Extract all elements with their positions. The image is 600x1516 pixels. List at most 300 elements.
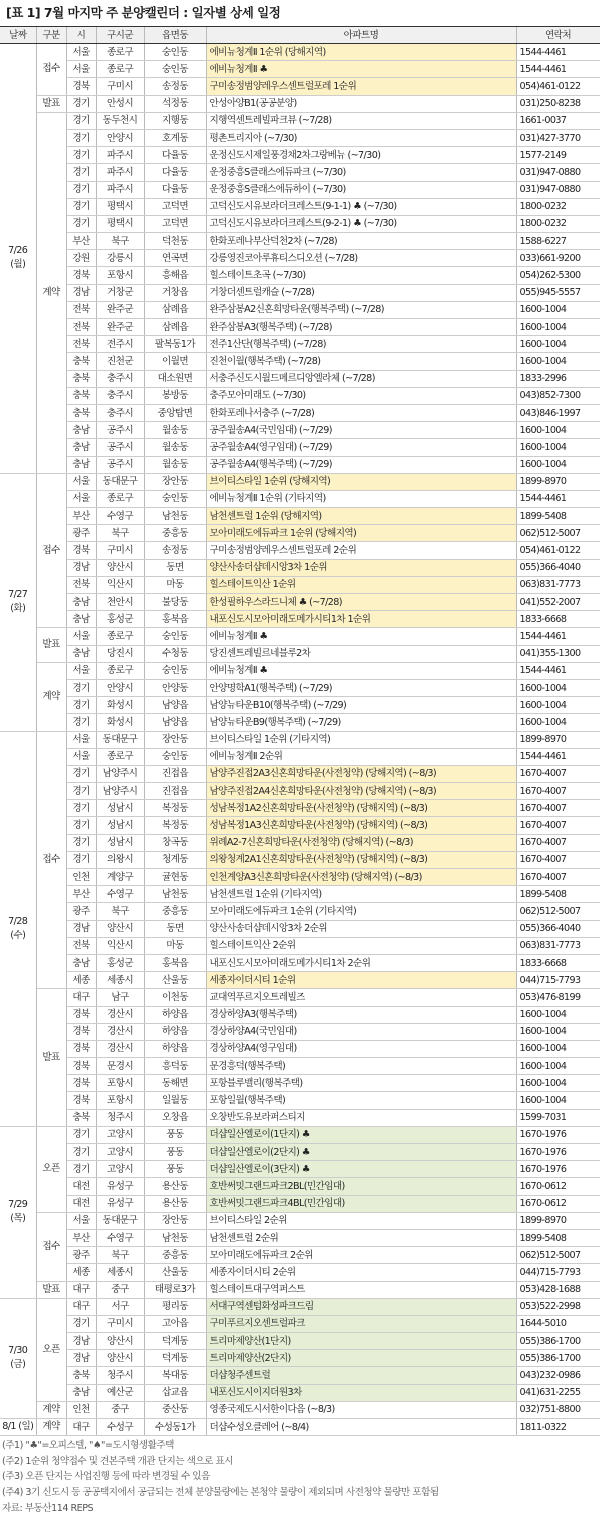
apartment-name: 구미송정범양레우스센트럴포레 1순위	[206, 78, 516, 95]
town-cell: 풍동	[144, 1161, 206, 1178]
table-row	[0, 1401, 600, 1418]
town-cell: 중산동	[144, 1401, 206, 1418]
contact-phone: 1670-4007	[516, 834, 600, 851]
town-cell: 숭인동	[144, 662, 206, 679]
city-cell: 충남	[66, 456, 96, 473]
apartment-name: 한화포레나서충주 (~7/28)	[206, 404, 516, 421]
apartment-name: 공주월송A4(행복주택) (~7/29)	[206, 456, 516, 473]
city-cell: 서울	[66, 490, 96, 507]
table-row	[0, 628, 600, 645]
table-row	[0, 112, 600, 129]
city-cell: 전북	[66, 576, 96, 593]
apartment-name: 남천센트럴 1순위 (기타지역)	[206, 886, 516, 903]
table-row	[0, 1075, 600, 1092]
contact-phone: 054)262-5300	[516, 267, 600, 284]
town-cell: 이월면	[144, 353, 206, 370]
town-cell: 홍북읍	[144, 611, 206, 628]
city-cell: 충남	[66, 594, 96, 611]
contact-phone: 063)831-7773	[516, 576, 600, 593]
apartment-name: 완주삼봉A2신혼희망타운(행복주택) (~7/28)	[206, 301, 516, 318]
district-cell: 공주시	[96, 439, 144, 456]
contact-phone: 1800-0232	[516, 198, 600, 215]
district-cell: 홍성군	[96, 611, 144, 628]
apartment-name: 내포신도시이지더원3차	[206, 1384, 516, 1401]
apartment-name: 더샵청주센트럴	[206, 1367, 516, 1384]
date-cell: 8/1 (일)	[0, 1419, 36, 1436]
town-cell: 동면	[144, 920, 206, 937]
district-cell: 양산시	[96, 1350, 144, 1367]
apartment-name: 평촌트리지아 (~7/30)	[206, 129, 516, 146]
contact-phone: 1670-0612	[516, 1178, 600, 1195]
table-row	[0, 679, 600, 696]
table-row	[0, 817, 600, 834]
town-cell: 일월동	[144, 1092, 206, 1109]
district-cell: 북구	[96, 903, 144, 920]
town-cell: 진접읍	[144, 765, 206, 782]
footnote: (주3) 오픈 단지는 사업진행 등에 따라 변경될 수 있음	[2, 1471, 210, 1483]
table-row	[0, 301, 600, 318]
apartment-name: 성남복정1A2신혼희망타운(사전청약) (당해지역) (~8/3)	[206, 800, 516, 817]
contact-phone: 062)512-5007	[516, 903, 600, 920]
town-cell: 동해면	[144, 1075, 206, 1092]
district-cell: 포항시	[96, 267, 144, 284]
city-cell: 경남	[66, 284, 96, 301]
district-cell: 안양시	[96, 129, 144, 146]
district-cell: 포항시	[96, 1092, 144, 1109]
city-cell: 전북	[66, 319, 96, 336]
contact-phone: 044)715-7793	[516, 972, 600, 989]
contact-phone: 033)661-9200	[516, 250, 600, 267]
apartment-name: 문경흥덕(행복주택)	[206, 1058, 516, 1075]
table-row	[0, 1264, 600, 1281]
district-cell: 전주시	[96, 336, 144, 353]
city-cell: 부산	[66, 886, 96, 903]
district-cell: 포항시	[96, 1075, 144, 1092]
category-cell: 계약	[36, 662, 66, 731]
district-cell: 중구	[96, 1401, 144, 1418]
table-row	[0, 319, 600, 336]
city-cell: 서울	[66, 731, 96, 748]
table-row	[0, 1040, 600, 1057]
district-cell: 청주시	[96, 1367, 144, 1384]
apartment-name: 남양뉴타운B10(행복주택) (~7/29)	[206, 697, 516, 714]
table-row	[0, 1092, 600, 1109]
apartment-name: 구미푸르지오센트럴파크	[206, 1315, 516, 1332]
apartment-name: 구미송정범양레우스센트럴포레 2순위	[206, 542, 516, 559]
apartment-name: 당진센트레빌르네블루2차	[206, 645, 516, 662]
category-cell: 발표	[36, 628, 66, 662]
table-row	[0, 164, 600, 181]
town-cell: 창곡동	[144, 834, 206, 851]
apartment-name: 운정중흥S클래스에듀하이 (~7/30)	[206, 181, 516, 198]
table-row	[0, 886, 600, 903]
category-cell: 접수	[36, 1212, 66, 1281]
contact-phone: 1800-0232	[516, 215, 600, 232]
apartment-name: 남천센트럴 1순위 (당해지역)	[206, 508, 516, 525]
district-cell: 공주시	[96, 456, 144, 473]
footnote: (주4) 3기 신도시 등 공공택지에서 공급되는 전체 분양물량에는 본청약 물량이 제외되며 사전청약 물량만 포함됨	[2, 1486, 439, 1498]
apartment-name: 운정중흥S클래스에듀파크 (~7/30)	[206, 164, 516, 181]
table-row	[0, 1315, 600, 1332]
date-cell: 7/27 (화)	[0, 473, 36, 731]
contact-phone: 1670-4007	[516, 817, 600, 834]
district-cell: 공주시	[96, 422, 144, 439]
table-row	[0, 61, 600, 78]
table-row	[0, 559, 600, 576]
district-cell: 고양시	[96, 1126, 144, 1143]
apartment-name: 의왕청계2A1신혼희망타운(사전청약) (당해지역) (~8/3)	[206, 851, 516, 868]
apartment-name: 경상하양A4(영구임대)	[206, 1040, 516, 1057]
table-row	[0, 78, 600, 95]
table-row	[0, 525, 600, 542]
contact-phone: 1600-1004	[516, 1040, 600, 1057]
table-row	[0, 972, 600, 989]
district-cell: 평택시	[96, 198, 144, 215]
city-cell: 대구	[66, 1298, 96, 1315]
table-row	[0, 490, 600, 507]
town-cell: 거창읍	[144, 284, 206, 301]
table-row	[0, 422, 600, 439]
contact-phone: 1670-1976	[516, 1144, 600, 1161]
table-row	[0, 508, 600, 525]
table-row	[0, 714, 600, 731]
town-cell: 태평로3가	[144, 1281, 206, 1298]
apartment-name: 세종자이더시티 2순위	[206, 1264, 516, 1281]
town-cell: 대소원면	[144, 370, 206, 387]
apartment-name: 모아미래도에듀파크 1순위 (당해지역)	[206, 525, 516, 542]
contact-phone: 1599-7031	[516, 1109, 600, 1126]
header-city: 시	[66, 27, 96, 44]
town-cell: 이천동	[144, 989, 206, 1006]
table-row	[0, 1161, 600, 1178]
district-cell: 고양시	[96, 1144, 144, 1161]
town-cell: 덕계동	[144, 1333, 206, 1350]
town-cell: 남천동	[144, 886, 206, 903]
city-cell: 전북	[66, 336, 96, 353]
contact-phone: 1600-1004	[516, 422, 600, 439]
town-cell: 중앙탑면	[144, 404, 206, 421]
date-cell: 7/29 (목)	[0, 1126, 36, 1298]
contact-phone: 1544-4461	[516, 628, 600, 645]
apartment-name: 지행역센트레빌파크뷰 (~7/28)	[206, 112, 516, 129]
district-cell: 완주군	[96, 319, 144, 336]
contact-phone: 031)947-0880	[516, 181, 600, 198]
town-cell: 고덕면	[144, 215, 206, 232]
town-cell: 진접읍	[144, 783, 206, 800]
table-row	[0, 765, 600, 782]
category-cell: 계약	[36, 1401, 66, 1418]
city-cell: 경북	[66, 78, 96, 95]
city-cell: 경남	[66, 1333, 96, 1350]
apartment-name: 더샵수성오클레어 (~8/4)	[206, 1419, 516, 1436]
city-cell: 충남	[66, 645, 96, 662]
contact-phone: 041)355-1300	[516, 645, 600, 662]
city-cell: 경북	[66, 1092, 96, 1109]
city-cell: 경기	[66, 765, 96, 782]
header-apartment: 아파트명	[206, 27, 516, 44]
category-cell: 발표	[36, 1281, 66, 1298]
apartment-name: 양산사송더샵데시앙3차 1순위	[206, 559, 516, 576]
apartment-name: 공주월송A4(영구임대) (~7/29)	[206, 439, 516, 456]
district-cell: 남양주시	[96, 765, 144, 782]
district-cell: 완주군	[96, 301, 144, 318]
schedule-body	[0, 44, 600, 1436]
table-row	[0, 869, 600, 886]
contact-phone: 044)715-7793	[516, 1264, 600, 1281]
town-cell: 덕천동	[144, 233, 206, 250]
contact-phone: 1899-8970	[516, 473, 600, 490]
contact-phone: 1544-4461	[516, 748, 600, 765]
footnote: (주1) "♣"=오피스텔, "♠"=도시형생활주택	[2, 1440, 174, 1452]
city-cell: 경기	[66, 697, 96, 714]
contact-phone: 055)945-5557	[516, 284, 600, 301]
category-cell: 오픈	[36, 1126, 66, 1212]
category-cell: 계약	[36, 1419, 66, 1436]
district-cell: 북구	[96, 233, 144, 250]
contact-phone: 1577-2149	[516, 147, 600, 164]
contact-phone: 1544-4461	[516, 662, 600, 679]
contact-phone: 1544-4461	[516, 44, 600, 61]
city-cell: 충북	[66, 370, 96, 387]
contact-phone: 1670-1976	[516, 1161, 600, 1178]
table-row	[0, 387, 600, 404]
city-cell: 경북	[66, 1040, 96, 1057]
contact-phone: 055)386-1700	[516, 1350, 600, 1367]
district-cell: 진천군	[96, 353, 144, 370]
contact-phone: 041)552-2007	[516, 594, 600, 611]
table-row	[0, 748, 600, 765]
contact-phone: 043)852-7300	[516, 387, 600, 404]
apartment-name: 고덕신도시유보라더크레스트(9-2-1) ♣ (~7/30)	[206, 215, 516, 232]
district-cell: 세종시	[96, 1264, 144, 1281]
district-cell: 강릉시	[96, 250, 144, 267]
apartment-name: 힐스테이트익산 2순위	[206, 937, 516, 954]
apartment-name: 전주1산단(행복주택) (~7/28)	[206, 336, 516, 353]
city-cell: 경기	[66, 851, 96, 868]
category-cell: 발표	[36, 989, 66, 1127]
town-cell: 불당동	[144, 594, 206, 611]
city-cell: 부산	[66, 233, 96, 250]
city-cell: 충남	[66, 611, 96, 628]
table-row	[0, 1109, 600, 1126]
apartment-name: 남천센트럴 2순위	[206, 1229, 516, 1246]
city-cell: 서울	[66, 662, 96, 679]
category-cell: 접수	[36, 731, 66, 989]
contact-phone: 1600-1004	[516, 319, 600, 336]
town-cell: 지행동	[144, 112, 206, 129]
contact-phone: 1600-1004	[516, 1058, 600, 1075]
contact-phone: 1600-1004	[516, 1075, 600, 1092]
apartment-name: 안양명학A1(행복주택) (~7/29)	[206, 679, 516, 696]
contact-phone: 1600-1004	[516, 353, 600, 370]
apartment-name: 안성아양B1(공공분양)	[206, 95, 516, 112]
city-cell: 세종	[66, 1264, 96, 1281]
table-row	[0, 1298, 600, 1315]
contact-phone: 1899-5408	[516, 1229, 600, 1246]
apartment-name: 에비뉴청계Ⅱ ♣	[206, 628, 516, 645]
city-cell: 경기	[66, 129, 96, 146]
district-cell: 경산시	[96, 1006, 144, 1023]
city-cell: 경기	[66, 95, 96, 112]
district-cell: 서구	[96, 1298, 144, 1315]
district-cell: 평택시	[96, 215, 144, 232]
table-row	[0, 1281, 600, 1298]
contact-phone: 1600-1004	[516, 336, 600, 353]
city-cell: 서울	[66, 473, 96, 490]
table-row	[0, 404, 600, 421]
table-row	[0, 1006, 600, 1023]
table-row	[0, 267, 600, 284]
city-cell: 경기	[66, 1315, 96, 1332]
district-cell: 문경시	[96, 1058, 144, 1075]
city-cell: 충남	[66, 439, 96, 456]
table-row	[0, 233, 600, 250]
city-cell: 대전	[66, 1195, 96, 1212]
district-cell: 종로구	[96, 662, 144, 679]
contact-phone: 1600-1004	[516, 1006, 600, 1023]
table-row	[0, 576, 600, 593]
contact-phone: 1833-6668	[516, 611, 600, 628]
city-cell: 충남	[66, 954, 96, 971]
district-cell: 종로구	[96, 61, 144, 78]
district-cell: 유성구	[96, 1195, 144, 1212]
city-cell: 경기	[66, 164, 96, 181]
district-cell: 화성시	[96, 714, 144, 731]
district-cell: 종로구	[96, 490, 144, 507]
city-cell: 광주	[66, 1247, 96, 1264]
city-cell: 서울	[66, 1212, 96, 1229]
table-row	[0, 147, 600, 164]
town-cell: 귤현동	[144, 869, 206, 886]
city-cell: 충남	[66, 1384, 96, 1401]
city-cell: 대구	[66, 989, 96, 1006]
district-cell: 천안시	[96, 594, 144, 611]
schedule-table	[0, 27, 600, 1436]
city-cell: 경기	[66, 783, 96, 800]
town-cell: 청계동	[144, 851, 206, 868]
contact-phone: 062)512-5007	[516, 525, 600, 542]
district-cell: 경산시	[96, 1023, 144, 1040]
city-cell: 충북	[66, 353, 96, 370]
apartment-name: 호반써밋그랜드파크2BL(민간임대)	[206, 1178, 516, 1195]
town-cell: 하양읍	[144, 1006, 206, 1023]
town-cell: 다율동	[144, 181, 206, 198]
apartment-name: 모아미래도에듀파크 2순위	[206, 1247, 516, 1264]
apartment-name: 진천이월(행복주택) (~7/28)	[206, 353, 516, 370]
apartment-name: 서충주신도시월드메르디앙엘라체 (~7/28)	[206, 370, 516, 387]
apartment-name: 남양주진접2A4신혼희망타운(사전청약) (당해지역) (~8/3)	[206, 783, 516, 800]
table-row	[0, 370, 600, 387]
town-cell: 산울동	[144, 1264, 206, 1281]
apartment-name: 에비뉴청계Ⅱ ♣	[206, 662, 516, 679]
table-row	[0, 1023, 600, 1040]
contact-phone: 1670-0612	[516, 1195, 600, 1212]
town-cell: 장안동	[144, 1212, 206, 1229]
city-cell: 강원	[66, 250, 96, 267]
town-cell: 오창읍	[144, 1109, 206, 1126]
district-cell: 익산시	[96, 576, 144, 593]
table-row	[0, 662, 600, 679]
district-cell: 경산시	[96, 1040, 144, 1057]
table-row	[0, 473, 600, 490]
town-cell: 월송동	[144, 422, 206, 439]
apartment-name: 힐스테이트초곡 (~7/30)	[206, 267, 516, 284]
town-cell: 남양읍	[144, 714, 206, 731]
town-cell: 팔복동1가	[144, 336, 206, 353]
city-cell: 경기	[66, 1126, 96, 1143]
contact-phone: 053)428-1688	[516, 1281, 600, 1298]
city-cell: 충남	[66, 422, 96, 439]
apartment-name: 포항일월(행복주택)	[206, 1092, 516, 1109]
table-row	[0, 336, 600, 353]
contact-phone: 054)461-0122	[516, 78, 600, 95]
header-contact: 연락처	[516, 27, 600, 44]
table-row	[0, 1058, 600, 1075]
contact-phone: 1600-1004	[516, 301, 600, 318]
town-cell: 석정동	[144, 95, 206, 112]
contact-phone: 1644-5010	[516, 1315, 600, 1332]
city-cell: 경기	[66, 147, 96, 164]
table-row	[0, 1367, 600, 1384]
district-cell: 남구	[96, 989, 144, 1006]
category-cell: 접수	[36, 473, 66, 628]
district-cell: 종로구	[96, 748, 144, 765]
apartment-name: 남양뉴타운B9(행복주택) (~7/29)	[206, 714, 516, 731]
footnotes	[0, 1436, 600, 1516]
table-row	[0, 353, 600, 370]
category-cell: 오픈	[36, 1298, 66, 1401]
town-cell: 남양읍	[144, 697, 206, 714]
apartment-name: 교대역푸르지오트레빌즈	[206, 989, 516, 1006]
city-cell: 경남	[66, 1350, 96, 1367]
district-cell: 성남시	[96, 817, 144, 834]
town-cell: 숭인동	[144, 490, 206, 507]
district-cell: 홍성군	[96, 954, 144, 971]
apartment-name: 브이티스타일 1순위 (당해지역)	[206, 473, 516, 490]
table-row	[0, 1212, 600, 1229]
apartment-name: 더샵일산엘로이(3단지) ♣	[206, 1161, 516, 1178]
city-cell: 충북	[66, 1367, 96, 1384]
apartment-name: 브이티스타일 1순위 (기타지역)	[206, 731, 516, 748]
contact-phone: 1833-6668	[516, 954, 600, 971]
contact-phone: 043)232-0986	[516, 1367, 600, 1384]
city-cell: 경북	[66, 1058, 96, 1075]
contact-phone: 041)631-2255	[516, 1384, 600, 1401]
city-cell: 경기	[66, 198, 96, 215]
table-row	[0, 954, 600, 971]
district-cell: 북구	[96, 1247, 144, 1264]
town-cell: 중흥동	[144, 1247, 206, 1264]
table-row	[0, 731, 600, 748]
district-cell: 북구	[96, 525, 144, 542]
district-cell: 파주시	[96, 164, 144, 181]
apartment-name: 운정신도시제일풍경채2차그랑베뉴 (~7/30)	[206, 147, 516, 164]
apartment-name: 에비뉴청계Ⅱ 1순위 (당해지역)	[206, 44, 516, 61]
apartment-name: 트리마제양산(2단지)	[206, 1350, 516, 1367]
town-cell: 용산동	[144, 1178, 206, 1195]
table-row	[0, 1195, 600, 1212]
town-cell: 용산동	[144, 1195, 206, 1212]
footnote: 자료: 부동산114 REPS	[2, 1502, 94, 1514]
contact-phone: 1600-1004	[516, 1023, 600, 1040]
town-cell: 숭인동	[144, 61, 206, 78]
town-cell: 월송동	[144, 456, 206, 473]
city-cell: 전북	[66, 937, 96, 954]
table-row	[0, 1384, 600, 1401]
district-cell: 계양구	[96, 869, 144, 886]
city-cell: 대전	[66, 1178, 96, 1195]
town-cell: 봉방동	[144, 387, 206, 404]
